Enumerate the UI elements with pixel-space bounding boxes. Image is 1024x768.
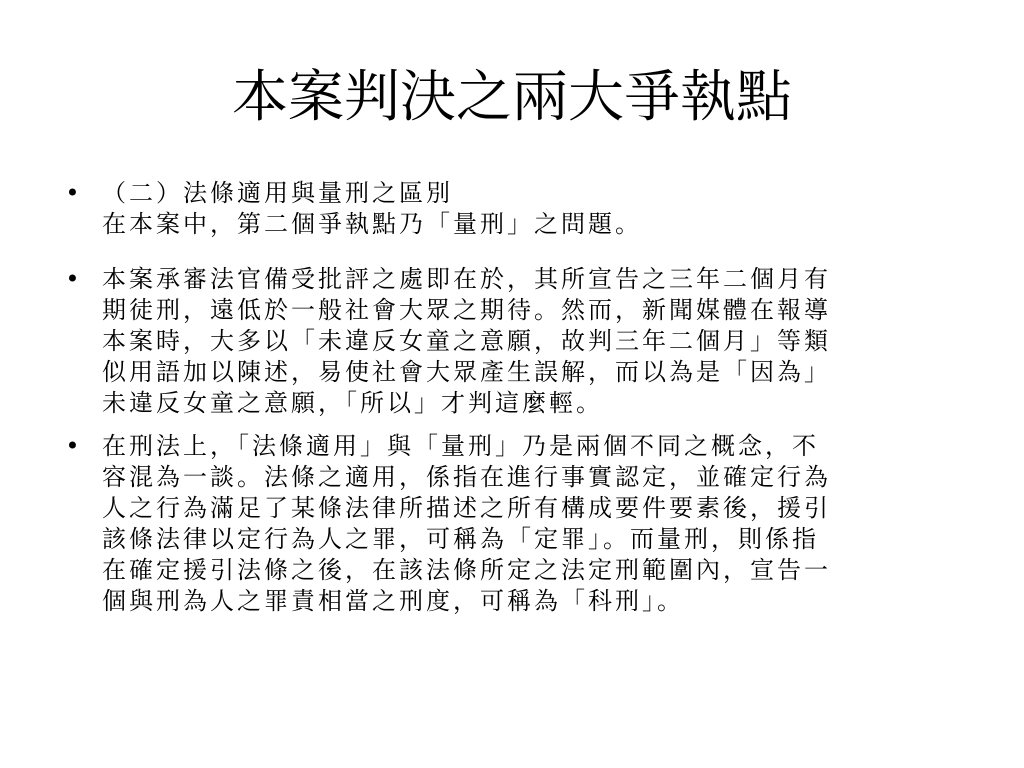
bullet-item-3 — [60, 431, 950, 617]
bullet-dot-icon: • — [65, 432, 83, 460]
bullet-dot-icon: • — [65, 179, 83, 207]
bullet-3-line-4: 該條法律以定行為人之罪，可稱為「定罪」。而量刑，則係指 — [102, 525, 819, 553]
bullet-2-line-5: 未違反女童之意願，「所以」才判這麼輕。 — [102, 389, 603, 417]
bullet-item-2 — [60, 264, 950, 419]
bullet-2-line-4: 似用語加以陳述，易使社會大眾產生誤解，而以為是「因為」 — [102, 358, 831, 386]
bullet-list — [60, 178, 950, 617]
bullet-3-line-6: 個與刑為人之罪責相當之刑度，可稱為「科刑」。 — [102, 587, 684, 615]
bullet-dot-icon: • — [65, 265, 83, 293]
slide-title: 本案判決之兩大爭執點 — [232, 65, 792, 130]
bullet-3-line-1: 在刑法上，「法條適用」與「量刑」乃是兩個不同之概念，不 — [102, 432, 819, 460]
bullet-3-line-2: 容混為一談。法條之適用，係指在進行事實認定，並確定行為 — [102, 463, 831, 491]
bullet-2-line-2: 期徒刑，遠低於一般社會大眾之期待。然而，新聞媒體在報導 — [102, 296, 831, 324]
bullet-1-line-2: 在本案中，第二個爭執點乃「量刑」之問題。 — [102, 210, 642, 238]
bullet-item-1 — [60, 178, 950, 240]
bullet-1-line-1: （二）法條適用與量刑之區別 — [102, 179, 453, 207]
bullet-3-line-5: 在確定援引法條之後，在該法條所定之法定刑範圍內，宣告一 — [102, 556, 831, 584]
bullet-2-line-3: 本案時，大多以「未違反女童之意願，故判三年二個月」等類 — [102, 327, 831, 355]
bullet-3-line-3: 人之行為滿足了某條法律所描述之所有構成要件要素後，援引 — [102, 494, 831, 522]
bullet-2-line-1: 本案承審法官備受批評之處即在於，其所宣告之三年二個月有 — [102, 265, 831, 293]
